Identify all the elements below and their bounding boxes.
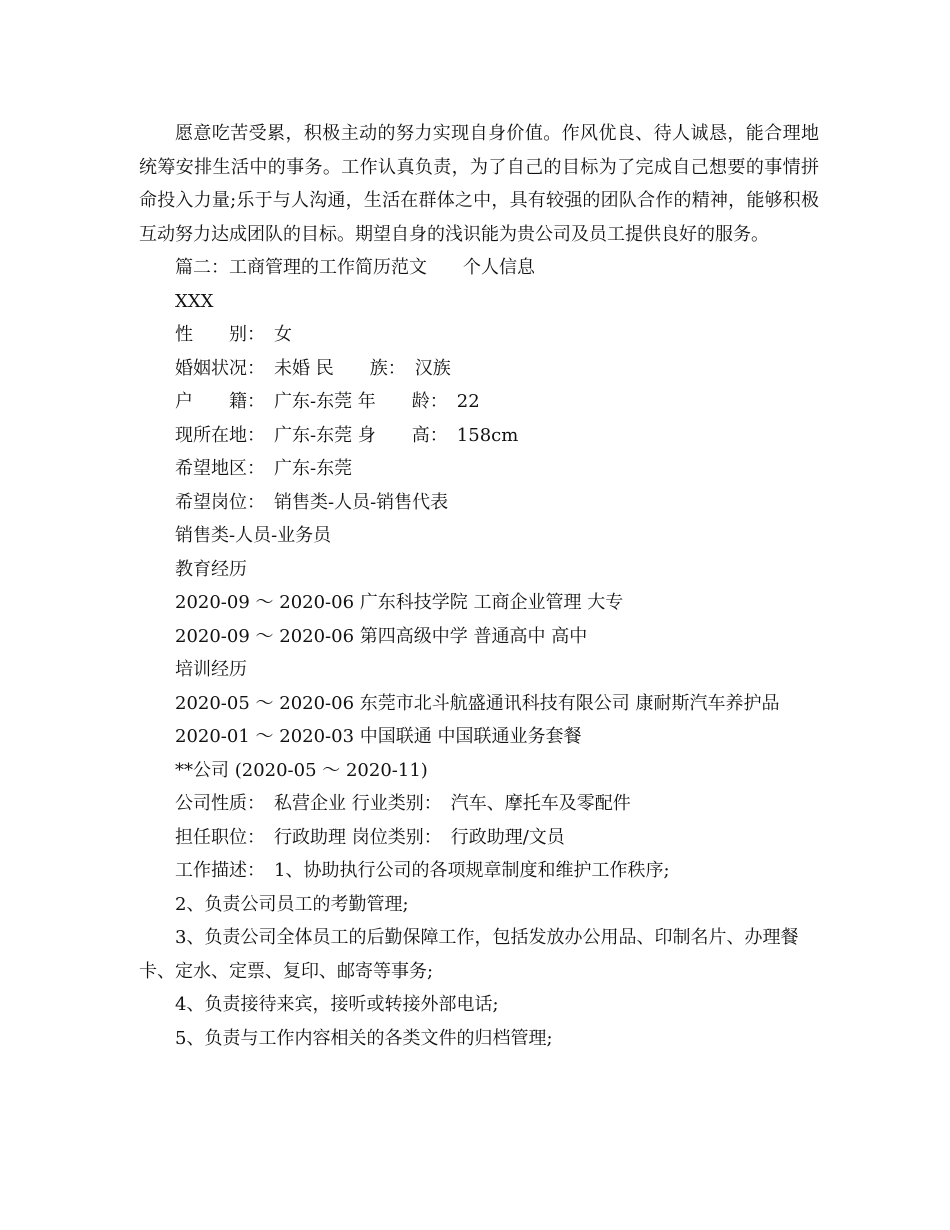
document-body — [139, 117, 819, 1055]
duty-item-long: 3、负责公司全体员工的后勤保障工作，包括发放办公用品、印制名片、办理餐卡、定水、定票、复印、邮寄等事务; — [139, 927, 799, 982]
marital-ethnicity-row: 婚姻状况： 未婚 民 族： 汉族 — [175, 357, 451, 379]
gender-row: 性 别： 女 — [175, 324, 292, 345]
training-entry: 2020-01 ～ 2020-03 中国联通 中国联通业务套餐 — [175, 726, 582, 747]
desired-position-extra: 销售类-人员-业务员 — [175, 525, 332, 546]
name-value: XXX — [175, 290, 214, 312]
job-title-row: 担任职位： 行政助理 岗位类别： 行政助理/文员 — [175, 826, 565, 848]
duty-item: 2、负责公司员工的考勤管理; — [175, 893, 409, 915]
education-entry: 2020-09 ～ 2020-06 第四高级中学 普通高中 高中 — [175, 625, 588, 647]
desired-position-row: 希望岗位： 销售类-人员-销售代表 — [175, 491, 449, 513]
section-title: 篇二：工商管理的工作简历范文 个人信息 — [175, 257, 535, 278]
intro-paragraph: 愿意吃苦受累，积极主动的努力实现自身价值。作风优良、待人诚恳，能合理地统筹安排生活中的事务。工作认真负责，为了自己的目标为了完成自己想要的事情拼命投入力量;乐于与人沟通，生活在群体之中，具有较强的团队合作的精神，能够积极互动努力达成团队的目标。期望自身的浅识能为贵公司及员工提供良好的服务。 — [139, 123, 819, 245]
duty-item: 4、负责接待来宾，接听或转接外部电话; — [175, 994, 499, 1015]
training-entry: 2020-05 ～ 2020-06 东莞市北斗航盛通讯科技有限公司 康耐斯汽车养护品 — [175, 692, 780, 714]
training-heading: 培训经历 — [175, 659, 247, 680]
company-heading: **公司 (2020-05 ～ 2020-11) — [175, 759, 428, 781]
job-description-row: 工作描述： 1、协助执行公司的各项规章制度和维护工作秩序; — [175, 860, 670, 881]
desired-region-row: 希望地区： 广东-东莞 — [175, 458, 353, 479]
location-height-row: 现所在地： 广东-东莞 身 高： 158cm — [175, 424, 519, 446]
education-entry: 2020-09 ～ 2020-06 广东科技学院 工商企业管理 大专 — [175, 592, 624, 613]
education-heading: 教育经历 — [175, 558, 247, 580]
duty-item: 5、负责与工作内容相关的各类文件的归档管理; — [175, 1027, 553, 1049]
hukou-age-row: 户 籍： 广东-东莞 年 龄： 22 — [175, 391, 480, 412]
company-type-row: 公司性质： 私营企业 行业类别： 汽车、摩托车及零配件 — [175, 793, 631, 814]
